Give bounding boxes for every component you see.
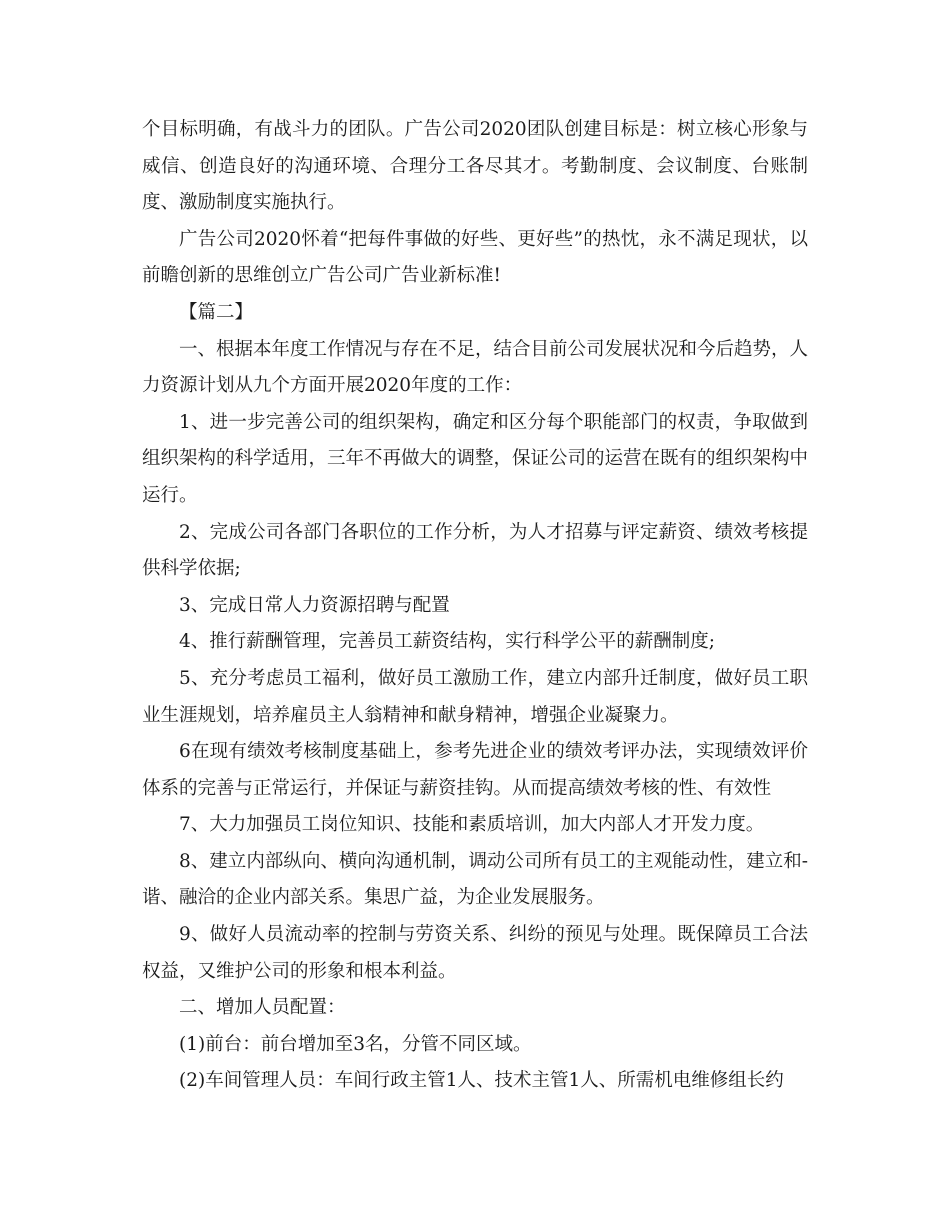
list-item-1: 1、进一步完善公司的组织架构，确定和区分每个职能部门的权责，争取做到组织架构的科学适用，三年不再做大的调整，保证公司的运营在既有的组织架构中运行。: [142, 411, 809, 506]
section-heading-staffing: 二、增加人员配置：: [179, 997, 346, 1019]
section-heading-part-two: 【篇二】: [179, 301, 254, 323]
list-item-9: 9、做好人员流动率的控制与劳资关系、纠纷的预见与处理。既保障员工合法权益，又维护公司的形象和根本利益。: [142, 924, 808, 982]
paragraph-hr-plan-intro: 一、根据本年度工作情况与存在不足，结合目前公司发展状况和今后趋势，人力资源计划从九个方面开展2020年度的工作：: [142, 338, 809, 397]
list-item-7: 7、大力加强员工岗位知识、技能和素质培训，加大内部人才开发力度。: [179, 814, 765, 836]
list-item-6: 6在现有绩效考核制度基础上，参考先进企业的绩效考评办法，实现绩效评价体系的完善与正常运行，并保证与薪资挂钩。从而提高绩效考核的性、有效性: [142, 741, 808, 799]
paragraph-team-goal: 个目标明确，有战斗力的团队。广告公司2020团队创建目标是：树立核心形象与威信、创造良好的沟通环境、合理分工各尽其才。考勤制度、会议制度、台账制度、激励制度实施执行。: [142, 119, 808, 214]
paragraph-standard: 广告公司2020怀着“把每件事做的好些、更好些”的热忱，永不满足现状，以前瞻创新的思维创立广告公司广告业新标准!: [142, 228, 808, 287]
staffing-item-front-desk: (1)前台：前台增加至3名，分管不同区域。: [179, 1033, 532, 1055]
list-item-2: 2、完成公司各部门各职位的工作分析，为人才招募与评定薪资、绩效考核提供科学依据;: [142, 521, 808, 580]
list-item-3: 3、完成日常人力资源招聘与配置: [179, 594, 450, 616]
list-item-5: 5、充分考虑员工福利，做好员工激励工作，建立内部升迁制度，做好员工职业生涯规划，培养雇员主人翁精神和献身精神，增强企业凝聚力。: [142, 667, 808, 726]
staffing-item-workshop: (2)车间管理人员：车间行政主管1人、技术主管1人、所需机电维修组长约: [179, 1070, 784, 1092]
list-item-4: 4、推行薪酬管理，完善员工薪资结构，实行科学公平的薪酬制度;: [179, 631, 716, 653]
list-item-8: 8、建立内部纵向、横向沟通机制，调动公司所有员工的主观能动性，建立和-谐、融洽的企业内部关系。集思广益，为企业发展服务。: [142, 850, 808, 909]
document-body: [142, 112, 808, 1100]
